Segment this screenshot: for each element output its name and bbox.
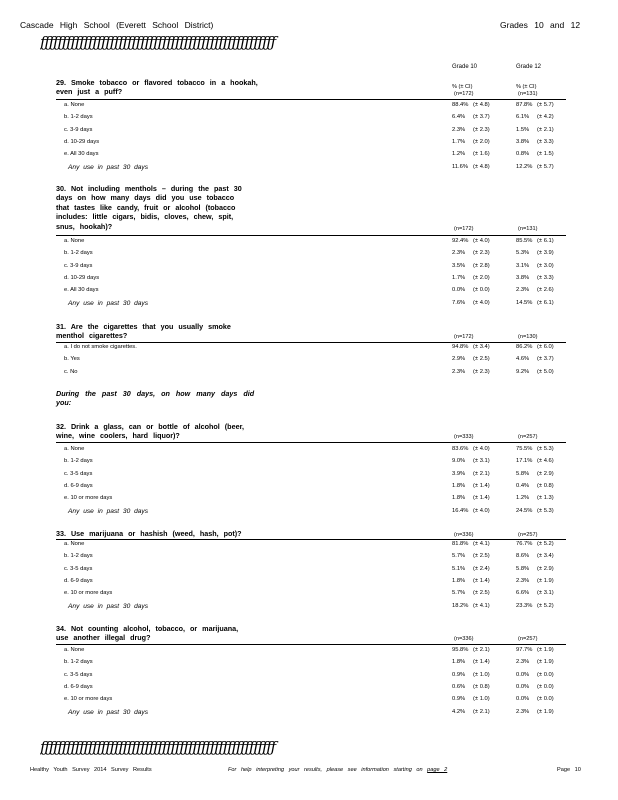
response-row bbox=[56, 125, 566, 136]
ci-grade-12: (± 1.3) bbox=[537, 495, 554, 502]
n-grade-10: (n=172) bbox=[454, 226, 474, 232]
ci-grade-10: (± 2.1) bbox=[473, 708, 490, 715]
ci-grade-10: (± 1.4) bbox=[473, 482, 490, 489]
response-label: b. 1-2 days bbox=[64, 659, 93, 666]
ci-grade-12: (± 5.7) bbox=[537, 163, 554, 170]
pct-grade-12: 23.3% bbox=[516, 602, 533, 609]
decorative-rule-bottom: ƒƒƒƒƒƒƒƒƒƒƒƒƒƒƒƒƒƒƒƒƒƒƒƒƒƒƒƒƒƒƒƒƒƒƒƒƒƒƒƒƒƒƒƒƒƒƒƒƒƒƒƒƒƒ bbox=[40, 738, 275, 756]
any-use-row bbox=[56, 162, 566, 173]
question-34-n bbox=[56, 636, 566, 644]
response-row bbox=[56, 645, 566, 656]
ci-grade-10: (± 3.4) bbox=[473, 344, 490, 350]
ci-grade-12: (± 6.1) bbox=[537, 238, 554, 244]
ci-grade-12: (± 0.0) bbox=[537, 683, 554, 690]
response-row bbox=[56, 100, 566, 111]
ci-grade-12: (± 2.6) bbox=[537, 287, 554, 294]
response-row bbox=[56, 682, 566, 693]
response-label: c. No bbox=[64, 368, 78, 375]
ci-grade-10: (± 1.4) bbox=[473, 659, 490, 666]
pct-grade-12: 0.4% bbox=[516, 482, 530, 489]
question-34 bbox=[56, 624, 566, 716]
n-grade-12: (n=257) bbox=[518, 636, 538, 642]
ci-grade-10: (± 2.1) bbox=[473, 647, 490, 653]
response-label: e. 10 or more days bbox=[64, 495, 113, 502]
response-row bbox=[56, 551, 566, 562]
ci-grade-10: (± 2.0) bbox=[473, 138, 490, 145]
pct-grade-12: 3.8% bbox=[516, 274, 530, 281]
response-row bbox=[56, 694, 566, 705]
response-label: c. 3-5 days bbox=[64, 470, 93, 477]
pct-grade-10: 6.4% bbox=[452, 114, 466, 121]
pct-grade-12: 1.2% bbox=[516, 495, 530, 502]
pct-grade-12: 6.1% bbox=[516, 114, 530, 121]
pct-grade-12: 3.8% bbox=[516, 138, 530, 145]
pct-grade-12: 5.3% bbox=[516, 250, 530, 257]
pct-grade-12: 86.2% bbox=[516, 344, 533, 350]
pct-grade-12: 0.8% bbox=[516, 151, 530, 158]
pct-grade-10: 2.9% bbox=[452, 356, 466, 363]
response-label: Any use in past 30 days bbox=[68, 507, 149, 515]
ci-grade-12: (± 5.3) bbox=[537, 446, 554, 452]
ci-grade-12: (± 0.8) bbox=[537, 482, 554, 489]
response-label: c. 3-9 days bbox=[64, 262, 93, 269]
pct-grade-10: 83.6% bbox=[452, 446, 469, 452]
response-label: Any use in past 30 days bbox=[68, 708, 149, 716]
question-29 bbox=[56, 78, 566, 171]
question-31-text: 31. Are the cigarettes that you usually smoke menthol cigarettes? bbox=[56, 322, 231, 341]
ci-grade-12: (± 5.2) bbox=[537, 602, 554, 609]
pct-grade-12: 87.8% bbox=[516, 102, 533, 108]
question-29-text: 29. Smoke tobacco or flavored tobacco in a hookah, even just a puff? bbox=[56, 78, 258, 97]
question-31 bbox=[56, 322, 566, 375]
question-29-n bbox=[56, 91, 566, 99]
response-row bbox=[56, 576, 566, 587]
any-use-row bbox=[56, 298, 566, 309]
pct-grade-12: 1.5% bbox=[516, 126, 530, 133]
pct-grade-12: 2.3% bbox=[516, 577, 530, 584]
footer-survey-title: Healthy Youth Survey 2014 Survey Results bbox=[30, 767, 152, 773]
pct-grade-12: 0.0% bbox=[516, 683, 530, 690]
response-label: a. I do not smoke cigarettes. bbox=[64, 344, 137, 350]
pct-grade-12: 3.1% bbox=[516, 262, 530, 269]
ci-grade-10: (± 2.5) bbox=[473, 590, 490, 597]
response-row bbox=[56, 670, 566, 681]
ci-grade-10: (± 4.1) bbox=[473, 541, 490, 547]
pct-grade-10: 5.7% bbox=[452, 553, 466, 560]
pct-grade-10: 0.6% bbox=[452, 683, 466, 690]
ci-grade-10: (± 4.8) bbox=[473, 102, 490, 108]
n-grade-10: (n=333) bbox=[454, 434, 474, 440]
pct-grade-12: 85.5% bbox=[516, 238, 533, 244]
question-33-text: 33. Use marijuana or hashish (weed, hash, pot)? bbox=[56, 529, 242, 538]
footer-page-link[interactable]: page 2 bbox=[427, 767, 448, 773]
ci-grade-10: (± 3.1) bbox=[473, 458, 490, 465]
response-label: d. 6-9 days bbox=[64, 482, 93, 489]
pct-grade-12: 17.1% bbox=[516, 458, 533, 465]
ci-grade-12: (± 6.0) bbox=[537, 344, 554, 350]
pct-grade-10: 0.9% bbox=[452, 696, 466, 703]
ci-grade-10: (± 2.8) bbox=[473, 262, 490, 269]
pct-grade-12: 0.0% bbox=[516, 696, 530, 703]
response-row bbox=[56, 112, 566, 123]
ci-grade-10: (± 4.1) bbox=[473, 602, 490, 609]
pct-grade-12: 5.8% bbox=[516, 565, 530, 572]
ci-grade-10: (± 1.4) bbox=[473, 495, 490, 502]
ci-grade-12: (± 3.1) bbox=[537, 590, 554, 597]
pct-grade-10: 2.3% bbox=[452, 368, 466, 375]
pct-grade-12: 75.5% bbox=[516, 446, 533, 452]
pct-grade-10: 2.3% bbox=[452, 250, 466, 257]
response-label: d. 10-29 days bbox=[64, 274, 100, 281]
pct-grade-12: 2.3% bbox=[516, 659, 530, 666]
question-33 bbox=[56, 529, 566, 610]
ci-grade-10: (± 1.6) bbox=[473, 151, 490, 158]
response-label: d. 10-29 days bbox=[64, 138, 100, 145]
n-grade-10: (n=172) bbox=[454, 91, 474, 97]
ci-grade-10: (± 1.4) bbox=[473, 577, 490, 584]
pct-grade-12: 4.6% bbox=[516, 356, 530, 363]
ci-grade-12: (± 5.2) bbox=[537, 541, 554, 547]
any-use-row bbox=[56, 707, 566, 718]
response-row bbox=[56, 342, 566, 353]
n-grade-12: (n=257) bbox=[518, 532, 538, 538]
response-label: e. All 30 days bbox=[64, 287, 99, 294]
response-row bbox=[56, 273, 566, 284]
response-row bbox=[56, 137, 566, 148]
question-34-text: 34. Not counting alcohol, tobacco, or marijuana, use another illegal drug? bbox=[56, 624, 239, 643]
response-row bbox=[56, 444, 566, 455]
column-header-grade-10: Grade 10 bbox=[452, 64, 478, 70]
question-32-text: 32. Drink a glass, can or bottle of alcohol (beer, wine, wine coolers, hard liquor)? bbox=[56, 422, 244, 441]
ci-grade-10: (± 2.1) bbox=[473, 470, 490, 477]
any-use-row bbox=[56, 601, 566, 612]
response-label: c. 3-5 days bbox=[64, 565, 93, 572]
pct-grade-12: 76.7% bbox=[516, 541, 533, 547]
response-label: e. All 30 days bbox=[64, 151, 99, 158]
pct-grade-10: 3.9% bbox=[452, 470, 466, 477]
pct-grade-10: 1.8% bbox=[452, 482, 466, 489]
ci-grade-12: (± 3.4) bbox=[537, 553, 554, 560]
footer-help-text bbox=[228, 767, 447, 773]
pct-grade-10: 1.2% bbox=[452, 151, 466, 158]
response-row bbox=[56, 539, 566, 550]
ci-grade-10: (± 4.0) bbox=[473, 446, 490, 452]
footer-help-label: For help interpreting your results, please see information starting on bbox=[228, 767, 423, 773]
pct-grade-10: 92.4% bbox=[452, 238, 469, 244]
ci-grade-10: (± 2.0) bbox=[473, 274, 490, 281]
header-grades: Grades 10 and 12 bbox=[500, 20, 581, 30]
ci-grade-10: (± 0.8) bbox=[473, 683, 490, 690]
pct-grade-12: 24.5% bbox=[516, 507, 533, 514]
ci-grade-12: (± 2.9) bbox=[537, 470, 554, 477]
pct-ci-label-10: % (± CI) bbox=[452, 84, 473, 90]
response-label: c. 3-9 days bbox=[64, 126, 93, 133]
ci-grade-12: (± 5.0) bbox=[537, 368, 554, 375]
response-row bbox=[56, 149, 566, 160]
pct-grade-12: 2.3% bbox=[516, 287, 530, 294]
response-label: e. 10 or more days bbox=[64, 696, 113, 703]
question-30-n bbox=[56, 226, 566, 234]
header-school: Cascade High School (Everett School District) bbox=[20, 20, 214, 30]
pct-grade-10: 0.0% bbox=[452, 287, 466, 294]
response-row bbox=[56, 564, 566, 575]
pct-grade-10: 4.2% bbox=[452, 708, 466, 715]
pct-grade-10: 1.7% bbox=[452, 274, 466, 281]
ci-grade-10: (± 1.0) bbox=[473, 671, 490, 678]
pct-grade-10: 7.6% bbox=[452, 299, 466, 306]
response-label: a. None bbox=[64, 446, 85, 452]
pct-grade-10: 5.1% bbox=[452, 565, 466, 572]
pct-grade-10: 0.9% bbox=[452, 671, 466, 678]
ci-grade-12: (± 4.6) bbox=[537, 458, 554, 465]
any-use-row bbox=[56, 506, 566, 517]
divider bbox=[56, 442, 566, 443]
pct-grade-10: 1.8% bbox=[452, 495, 466, 502]
n-grade-12: (n=131) bbox=[518, 226, 538, 232]
response-label: Any use in past 30 days bbox=[68, 602, 149, 610]
pct-grade-10: 81.8% bbox=[452, 541, 469, 547]
pct-grade-10: 1.8% bbox=[452, 577, 466, 584]
ci-grade-12: (± 3.9) bbox=[537, 250, 554, 257]
response-row bbox=[56, 469, 566, 480]
ci-grade-10: (± 2.3) bbox=[473, 126, 490, 133]
response-label: a. None bbox=[64, 647, 85, 653]
ci-grade-10: (± 4.0) bbox=[473, 299, 490, 306]
ci-grade-12: (± 3.0) bbox=[537, 262, 554, 269]
pct-grade-10: 18.2% bbox=[452, 602, 469, 609]
pct-grade-10: 95.8% bbox=[452, 647, 469, 653]
response-label: d. 6-9 days bbox=[64, 683, 93, 690]
pct-ci-label-12: % (± CI) bbox=[516, 84, 537, 90]
ci-grade-10: (± 2.4) bbox=[473, 565, 490, 572]
decorative-rule-top: ƒƒƒƒƒƒƒƒƒƒƒƒƒƒƒƒƒƒƒƒƒƒƒƒƒƒƒƒƒƒƒƒƒƒƒƒƒƒƒƒƒƒƒƒƒƒƒƒƒƒƒƒƒƒ bbox=[40, 33, 275, 51]
pct-grade-10: 16.4% bbox=[452, 507, 469, 514]
ci-grade-12: (± 5.7) bbox=[537, 102, 554, 108]
footer-page-number: Page 10 bbox=[557, 767, 581, 773]
response-label: a. None bbox=[64, 541, 85, 547]
ci-grade-12: (± 2.1) bbox=[537, 126, 554, 133]
pct-grade-10: 3.5% bbox=[452, 262, 466, 269]
ci-grade-12: (± 1.9) bbox=[537, 659, 554, 666]
response-row bbox=[56, 236, 566, 247]
response-row bbox=[56, 456, 566, 467]
ci-grade-12: (± 3.7) bbox=[537, 356, 554, 363]
pct-grade-12: 5.8% bbox=[516, 470, 530, 477]
ci-grade-12: (± 1.9) bbox=[537, 708, 554, 715]
response-label: b. Yes bbox=[64, 356, 80, 363]
pct-grade-12: 9.2% bbox=[516, 368, 530, 375]
ci-grade-12: (± 2.9) bbox=[537, 565, 554, 572]
ci-grade-10: (± 2.3) bbox=[473, 368, 490, 375]
response-label: c. 3-5 days bbox=[64, 671, 93, 678]
response-label: a. None bbox=[64, 102, 85, 108]
pct-grade-10: 11.6% bbox=[452, 163, 469, 170]
ci-grade-12: (± 1.9) bbox=[537, 647, 554, 653]
pct-grade-12: 97.7% bbox=[516, 647, 533, 653]
ci-grade-12: (± 3.3) bbox=[537, 274, 554, 281]
response-row bbox=[56, 261, 566, 272]
ci-grade-12: (± 0.0) bbox=[537, 671, 554, 678]
ci-grade-12: (± 5.3) bbox=[537, 507, 554, 514]
ci-grade-12: (± 6.1) bbox=[537, 299, 554, 306]
response-row bbox=[56, 481, 566, 492]
n-grade-10: (n=336) bbox=[454, 532, 474, 538]
response-row bbox=[56, 354, 566, 365]
response-row bbox=[56, 588, 566, 599]
ci-grade-10: (± 1.0) bbox=[473, 696, 490, 703]
ci-grade-10: (± 2.3) bbox=[473, 250, 490, 257]
pct-grade-12: 12.2% bbox=[516, 163, 533, 170]
response-row bbox=[56, 493, 566, 504]
pct-grade-10: 9.0% bbox=[452, 458, 466, 465]
column-header-grade-12: Grade 12 bbox=[516, 64, 542, 70]
pct-grade-12: 0.0% bbox=[516, 671, 530, 678]
response-label: d. 6-9 days bbox=[64, 577, 93, 584]
section-intro: During the past 30 days, on how many days did you: bbox=[56, 389, 255, 408]
response-label: b. 1-2 days bbox=[64, 114, 93, 121]
n-grade-10: (n=336) bbox=[454, 636, 474, 642]
response-row bbox=[56, 657, 566, 668]
question-30-text: 30. Not including menthols – during the past 30 days on how many days did you use tobacco that tastes like candy, fruit or alcohol (tobacco includes: little cigars, bidis, cloves, chew, spit, snus, hookah)? bbox=[56, 184, 242, 231]
pct-grade-10: 94.8% bbox=[452, 344, 469, 350]
ci-grade-10: (± 3.7) bbox=[473, 114, 490, 121]
pct-grade-12: 14.5% bbox=[516, 299, 533, 306]
ci-grade-10: (± 4.0) bbox=[473, 507, 490, 514]
pct-grade-10: 2.3% bbox=[452, 126, 466, 133]
pct-grade-12: 2.3% bbox=[516, 708, 530, 715]
response-label: b. 1-2 days bbox=[64, 458, 93, 465]
response-row bbox=[56, 248, 566, 259]
pct-grade-12: 6.6% bbox=[516, 590, 530, 597]
ci-grade-12: (± 1.9) bbox=[537, 577, 554, 584]
ci-grade-10: (± 4.8) bbox=[473, 163, 490, 170]
ci-grade-12: (± 4.2) bbox=[537, 114, 554, 121]
response-label: e. 10 or more days bbox=[64, 590, 113, 597]
response-row bbox=[56, 285, 566, 296]
response-label: b. 1-2 days bbox=[64, 250, 93, 257]
n-grade-10: (n=172) bbox=[454, 334, 474, 340]
n-grade-12: (n=130) bbox=[518, 334, 538, 340]
ci-grade-12: (± 3.3) bbox=[537, 138, 554, 145]
question-32 bbox=[56, 422, 566, 515]
ci-grade-12: (± 1.5) bbox=[537, 151, 554, 158]
pct-grade-10: 1.7% bbox=[452, 138, 466, 145]
ci-grade-10: (± 2.5) bbox=[473, 553, 490, 560]
ci-grade-10: (± 0.0) bbox=[473, 287, 490, 294]
response-label: a. None bbox=[64, 238, 85, 244]
response-label: Any use in past 30 days bbox=[68, 299, 149, 307]
response-label: b. 1-2 days bbox=[64, 553, 93, 560]
response-row bbox=[56, 367, 566, 378]
pct-grade-12: 8.6% bbox=[516, 553, 530, 560]
pct-grade-10: 88.4% bbox=[452, 102, 469, 108]
n-grade-12: (n=257) bbox=[518, 434, 538, 440]
ci-grade-10: (± 2.5) bbox=[473, 356, 490, 363]
pct-grade-10: 5.7% bbox=[452, 590, 466, 597]
question-32-n bbox=[56, 434, 566, 442]
response-label: Any use in past 30 days bbox=[68, 163, 149, 171]
n-grade-12: (n=131) bbox=[518, 91, 538, 97]
question-31-n bbox=[56, 334, 566, 342]
ci-grade-12: (± 0.0) bbox=[537, 696, 554, 703]
question-30 bbox=[56, 184, 566, 307]
pct-grade-10: 1.8% bbox=[452, 659, 466, 666]
ci-grade-10: (± 4.0) bbox=[473, 238, 490, 244]
